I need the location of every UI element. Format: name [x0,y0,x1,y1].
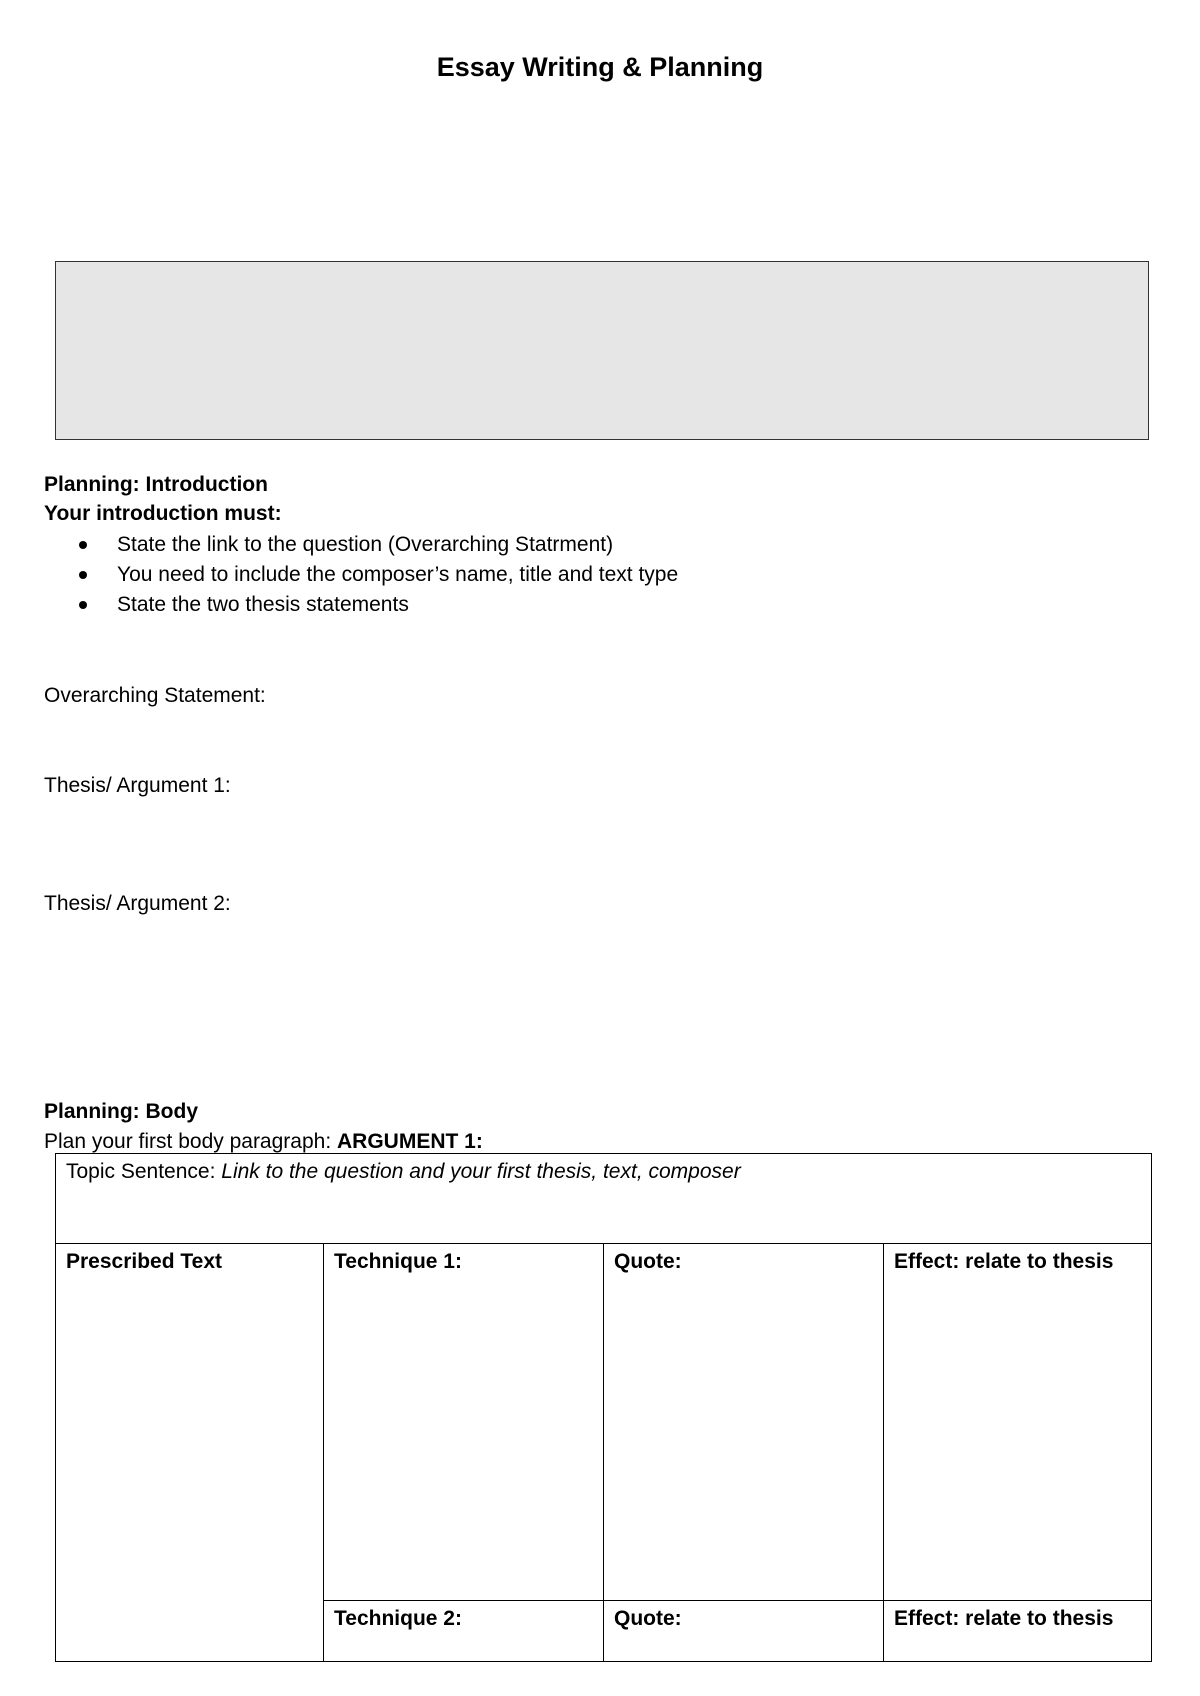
quote-2-cell[interactable] [604,1601,884,1662]
quote-2-header: Quote: [614,1607,682,1630]
list-item [44,560,678,590]
table-row [56,1154,1152,1244]
effect-2-cell[interactable] [884,1601,1152,1662]
quote-1-header: Quote: [614,1250,682,1273]
body-paragraph-plan-table [55,1153,1152,1662]
bullet-icon [79,571,87,579]
table-row [56,1244,1152,1601]
body-heading: Planning: Body [44,1100,198,1123]
introduction-requirements-list [44,530,678,620]
bullet-icon [79,541,87,549]
effect-1-cell[interactable] [884,1244,1152,1601]
plan-argument-label: ARGUMENT 1: [337,1130,483,1153]
list-item-text: State the link to the question (Overarching Statrment) [117,533,614,556]
technique-2-cell[interactable] [324,1601,604,1662]
list-item-text: State the two thesis statements [117,593,409,616]
shaded-response-box[interactable] [55,261,1149,440]
plan-prefix: Plan your first body paragraph: [44,1130,337,1153]
effect-1-header: Effect: relate to thesis [894,1250,1114,1273]
list-item [44,530,678,560]
technique-1-header: Technique 1: [334,1250,462,1273]
topic-sentence-hint: Link to the question and your first thesis, text, composer [221,1160,741,1183]
prescribed-text-cell[interactable] [56,1244,324,1662]
document-title: Essay Writing & Planning [436,52,764,82]
thesis-argument-1-label: Thesis/ Argument 1: [44,774,231,797]
technique-1-cell[interactable] [324,1244,604,1601]
prescribed-text-header: Prescribed Text [66,1250,223,1273]
overarching-statement-label: Overarching Statement: [44,684,266,707]
list-item-text: You need to include the composer’s name, title and text type [117,563,679,586]
bullet-icon [79,601,87,609]
topic-sentence-cell[interactable] [56,1154,1152,1244]
quote-1-cell[interactable] [604,1244,884,1601]
effect-2-header: Effect: relate to thesis [894,1607,1114,1630]
topic-sentence-label: Topic Sentence: [66,1160,222,1183]
introduction-must-label: Your introduction must: [44,502,282,525]
thesis-argument-2-label: Thesis/ Argument 2: [44,892,231,915]
list-item [44,590,678,620]
technique-2-header: Technique 2: [334,1607,462,1630]
introduction-heading: Planning: Introduction [44,473,268,496]
